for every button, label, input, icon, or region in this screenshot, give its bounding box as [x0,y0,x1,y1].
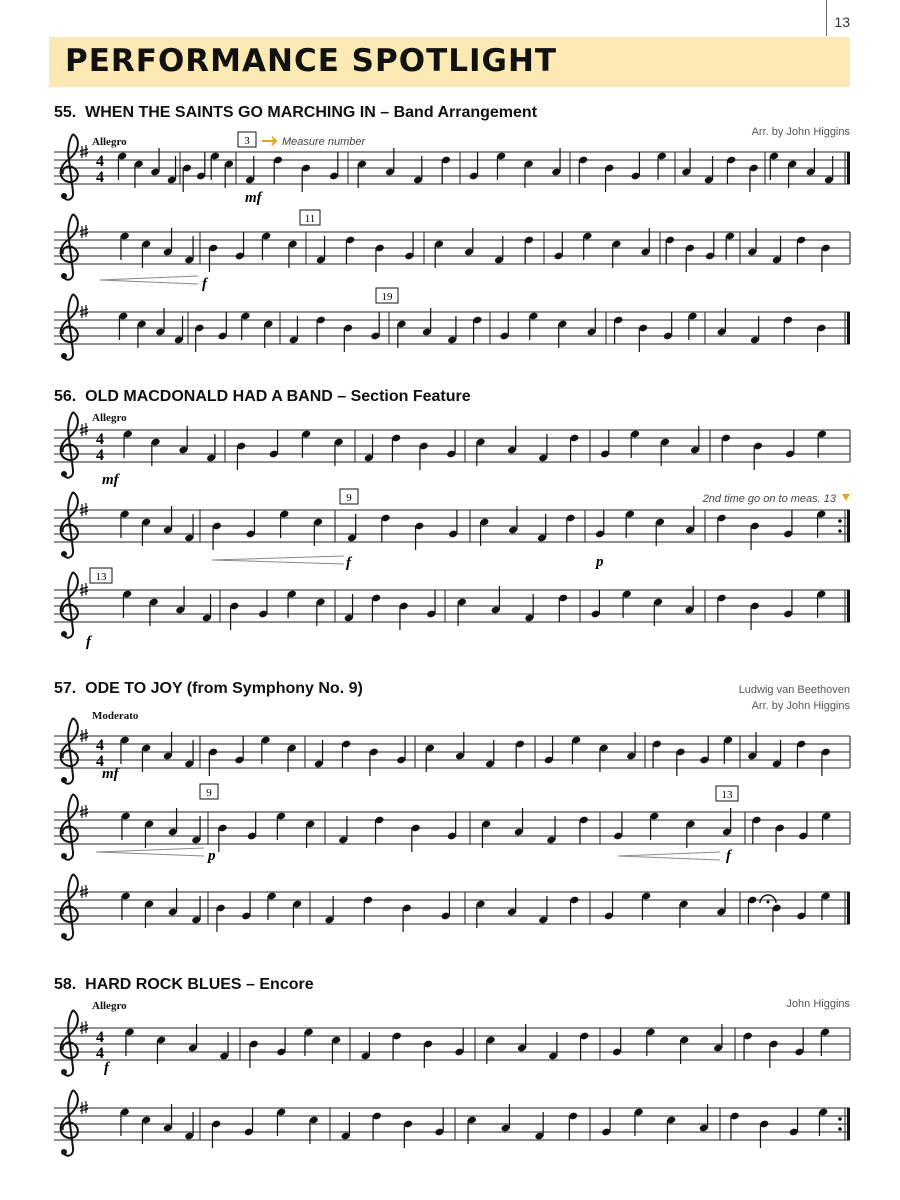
dynamic-marking: f [104,1060,109,1076]
final-barline [847,152,850,184]
treble-clef-icon [61,134,78,200]
measure-number-box [200,784,218,799]
music-staff [54,294,850,360]
time-signature: 4 [96,169,104,186]
time-signature: 4 [96,753,104,770]
music-staff [54,572,850,638]
svg-text:9: 9 [346,492,352,504]
measure-number-box [238,132,256,147]
treble-clef-icon [61,718,78,784]
crescendo-hairpin [212,556,344,564]
treble-clef-icon [61,492,78,558]
dynamic-marking: p [596,554,604,570]
dynamic-marking: f [726,848,731,864]
svg-text:Measure number: Measure number [282,136,366,148]
svg-text:2nd time go on to meas. 13: 2nd time go on to meas. 13 [702,493,836,505]
music-staff [54,412,850,478]
time-signature: 4 [96,447,104,464]
svg-text:9: 9 [206,787,212,799]
music-staff [54,1010,850,1076]
page-number: 13 [834,14,850,30]
piece-credit-58: John Higgins [786,998,850,1010]
music-staff [54,718,850,784]
time-signature: 4 [96,1029,104,1046]
measure-number-box [716,786,738,801]
dynamic-marking: f [86,634,91,650]
dynamic-marking: mf [102,472,119,488]
time-signature: 4 [96,431,104,448]
treble-clef-icon [61,214,78,280]
measure-number-box [376,288,398,303]
treble-clef-icon [61,412,78,478]
svg-text:11: 11 [304,213,316,225]
final-barline [847,312,850,344]
treble-clef-icon [61,1010,78,1076]
piece-title-57: 57. ODE TO JOY (from Symphony No. 9) [54,680,363,697]
music-staff [54,874,850,940]
music-staff [54,1090,850,1156]
time-signature: 4 [96,737,104,754]
dynamic-marking: f [202,276,207,292]
crescendo-hairpin [100,276,198,284]
piece-title-55: 55. WHEN THE SAINTS GO MARCHING IN – Band Arrangement [54,104,538,121]
measure-number-box [300,210,320,225]
treble-clef-icon [61,1090,78,1156]
final-barline [847,590,850,622]
piece-title-58: 58. HARD ROCK BLUES – Encore [54,976,314,993]
music-staff [54,134,850,200]
time-signature: 4 [96,1045,104,1062]
treble-clef-icon [61,874,78,940]
dynamic-marking: mf [102,766,119,782]
repeat-instruction [702,493,850,505]
treble-clef-icon [61,794,78,860]
measure-number-annotation [262,136,366,148]
section-title: PERFORMANCE SPOTLIGHT [65,43,558,79]
repeat-barline [847,1108,850,1140]
svg-text:13: 13 [95,571,107,583]
final-barline [847,892,850,924]
piece-credit-57: Ludwig van Beethoven Arr. by John Higgins [738,684,850,712]
svg-text:13: 13 [721,789,733,801]
treble-clef-icon [61,572,78,638]
svg-text:19: 19 [381,291,393,303]
decrescendo-hairpin [96,848,204,856]
crescendo-hairpin [618,852,720,860]
dynamic-marking: mf [245,190,262,206]
dynamic-marking: f [346,555,351,571]
tempo-marking-56: Allegro [92,412,127,424]
piece-credit-55: Arr. by John Higgins [751,126,850,138]
piece-title-56: 56. OLD MACDONALD HAD A BAND – Section Feature [54,388,471,405]
tempo-marking-57: Moderato [92,710,139,722]
tempo-marking-55: Allegro [92,136,127,148]
measure-number-box [340,489,358,504]
measure-number-box [90,568,112,583]
treble-clef-icon [61,294,78,360]
tempo-marking-58: Allegro [92,1000,127,1012]
repeat-barline [847,510,850,542]
dynamic-marking: p [208,848,216,864]
svg-text:3: 3 [244,135,250,147]
time-signature: 4 [96,153,104,170]
music-staff [54,214,850,280]
